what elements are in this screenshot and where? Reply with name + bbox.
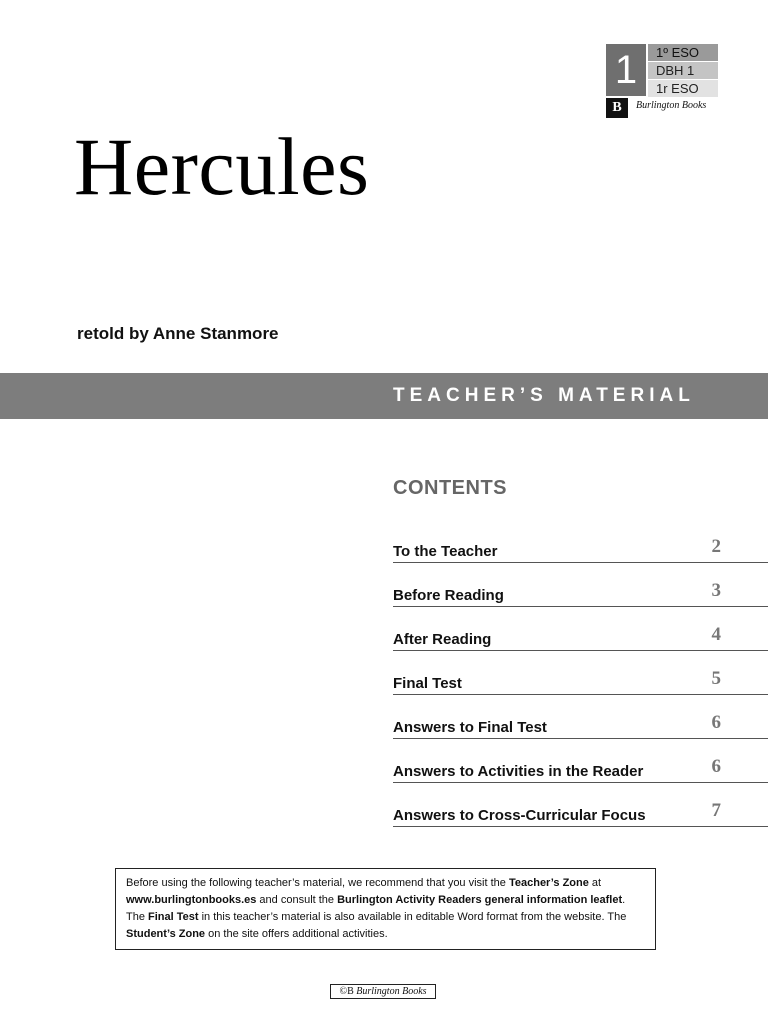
teacher-note-box bbox=[115, 868, 656, 950]
toc-row bbox=[393, 607, 768, 651]
copyright-footer bbox=[330, 984, 436, 999]
note-bold-text: Teacher’s Zone bbox=[508, 877, 589, 889]
section-band bbox=[0, 373, 768, 419]
book-title: Hercules bbox=[74, 121, 370, 212]
table-of-contents bbox=[393, 519, 768, 827]
toc-page-number: 7 bbox=[711, 800, 721, 821]
toc-page-number: 2 bbox=[711, 536, 721, 557]
footer-publisher: Burlington Books bbox=[356, 986, 427, 997]
toc-row bbox=[393, 739, 768, 783]
publisher-name: Burlington Books bbox=[636, 100, 707, 111]
toc-label: Answers to Cross-Curricular Focus bbox=[393, 807, 646, 824]
author-line: retold by Anne Stanmore bbox=[77, 324, 279, 343]
level-label: 1r ESO bbox=[648, 80, 718, 97]
toc-page-number: 6 bbox=[711, 756, 721, 777]
toc-row bbox=[393, 783, 768, 827]
toc-row bbox=[393, 695, 768, 739]
band-label: TEACHER’S MATERIAL bbox=[393, 385, 695, 406]
toc-label: To the Teacher bbox=[393, 543, 498, 560]
toc-label: After Reading bbox=[393, 631, 492, 648]
toc-row bbox=[393, 563, 768, 607]
note-bold-text: Burlington Activity Readers general information leaflet bbox=[337, 894, 623, 906]
publisher-logo-icon: B bbox=[347, 986, 354, 997]
toc-page-number: 5 bbox=[711, 668, 721, 689]
level-label: 1º ESO bbox=[648, 44, 718, 61]
note-bold-text: Final Test bbox=[148, 911, 199, 923]
note-text: and consult the bbox=[256, 894, 338, 906]
level-label: DBH 1 bbox=[648, 62, 718, 79]
note-text: Before using the following teacher’s material, we recommend that you visit the bbox=[126, 877, 509, 889]
toc-row bbox=[393, 519, 768, 563]
toc-label: Answers to Activities in the Reader bbox=[393, 763, 644, 780]
publisher-logo-icon: B bbox=[606, 98, 628, 118]
note-text: . The bbox=[126, 894, 626, 923]
toc-label: Answers to Final Test bbox=[393, 719, 547, 736]
toc-page-number: 6 bbox=[711, 712, 721, 733]
note-bold-text: Student’s Zone bbox=[126, 928, 206, 940]
note-bold-text: www.burlingtonbooks.es bbox=[126, 894, 257, 906]
note-text: in this teacher’s material is also available in editable Word format from the website. The bbox=[198, 911, 627, 923]
copyright-symbol: © bbox=[339, 986, 348, 997]
toc-page-number: 4 bbox=[711, 624, 721, 645]
toc-page-number: 3 bbox=[711, 580, 721, 601]
note-text: at bbox=[588, 877, 602, 889]
level-list bbox=[648, 44, 718, 96]
level-badge bbox=[606, 44, 718, 118]
toc-row bbox=[393, 651, 768, 695]
note-text: on the site offers additional activities. bbox=[205, 928, 388, 940]
toc-label: Before Reading bbox=[393, 587, 504, 604]
level-number: 1 bbox=[606, 44, 646, 96]
toc-label: Final Test bbox=[393, 675, 462, 692]
contents-heading: CONTENTS bbox=[393, 477, 507, 499]
